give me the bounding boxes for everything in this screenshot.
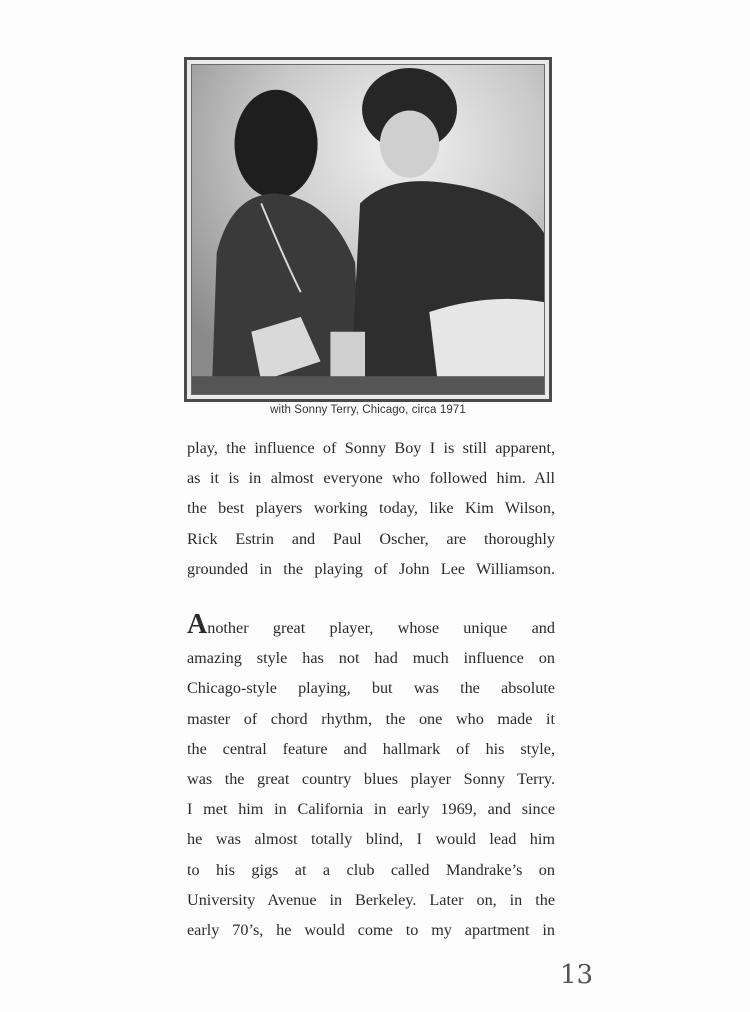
text-line: I met him in California in early 1969, and since (187, 800, 555, 819)
drop-cap: A (187, 609, 208, 640)
text-line: he was almost totally blind, I would lead him (187, 830, 555, 849)
text-line: grounded in the playing of John Lee Williamson. (187, 559, 555, 578)
text-line: the best players working today, like Kim Wilson, (187, 499, 555, 518)
text-line: Chicago-style playing, but was the absolute (187, 679, 555, 698)
text-line: early 70’s, he would come to my apartment in (187, 920, 555, 939)
paragraph-1 (187, 433, 555, 584)
text-line-first (187, 609, 555, 643)
first-line-text: nother great player, whose unique and (207, 619, 555, 637)
text-line: master of chord rhythm, the one who made it (187, 709, 555, 728)
text-line: Rick Estrin and Paul Oscher, are thoroughly (187, 529, 555, 548)
photograph-illustration (192, 65, 544, 394)
text-line: play, the influence of Sonny Boy I is still apparent, (187, 439, 555, 457)
text-line: the central feature and hallmark of his style, (187, 739, 555, 758)
page-number: 13 (560, 960, 594, 990)
paragraph-2 (187, 609, 555, 945)
text-line: to his gigs at a club called Mandrake’s on (187, 860, 555, 879)
photo-caption: with Sonny Terry, Chicago, circa 1971 (270, 404, 466, 416)
photo-frame (184, 57, 552, 402)
photograph (191, 64, 545, 395)
text-line: was the great country blues player Sonny Terry. (187, 769, 555, 788)
text-line: University Avenue in Berkeley. Later on, in the (187, 890, 555, 909)
text-line: amazing style has not had much influence on (187, 649, 555, 668)
text-line: as it is in almost everyone who followed him. All (187, 469, 555, 488)
